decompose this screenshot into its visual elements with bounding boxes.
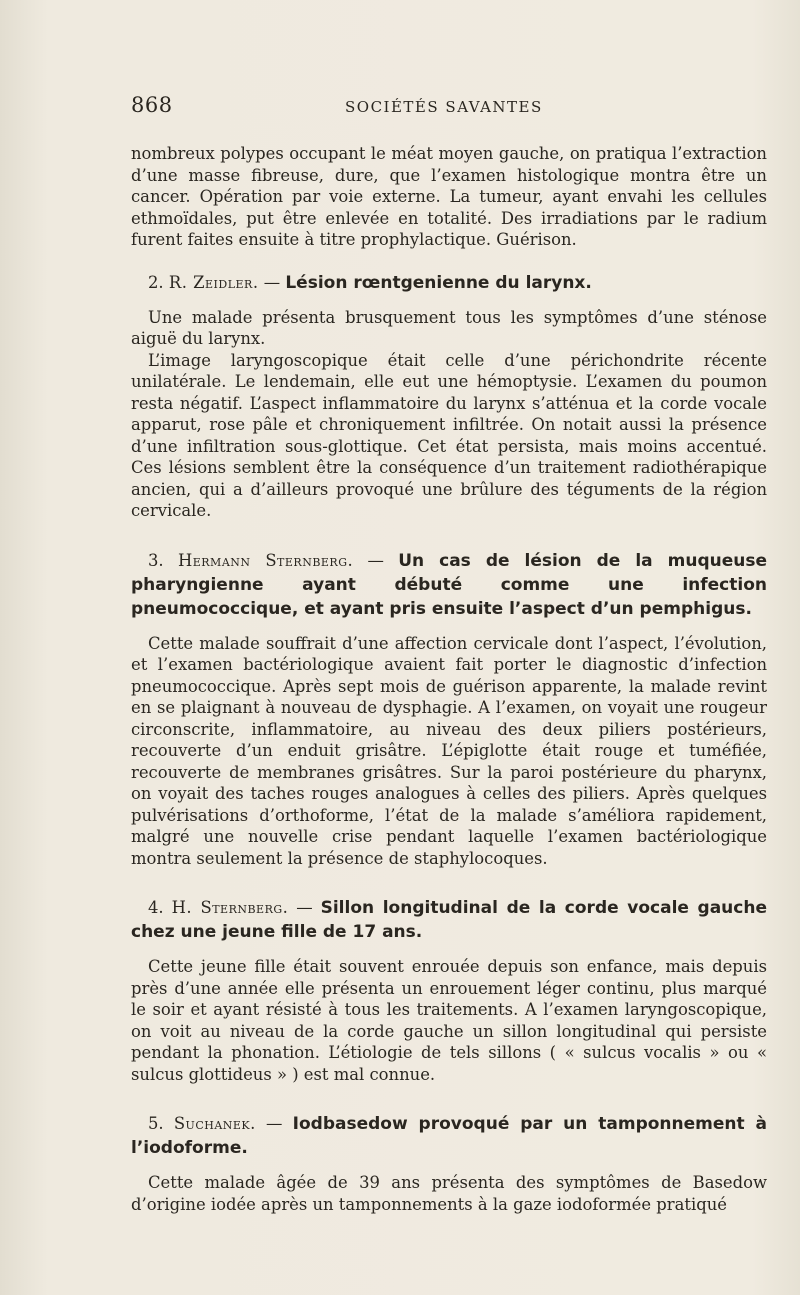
section-2 xyxy=(131,271,767,522)
section-4 xyxy=(131,896,767,1085)
section-3 xyxy=(131,549,767,870)
section-author: Hermann Sternberg. xyxy=(177,550,354,570)
section-paragraph: Une malade présenta brusquement tous les symptômes d’une sténose aiguë du larynx. xyxy=(131,307,767,348)
section-title: Lésion rœntgenienne du larynx. xyxy=(285,272,592,293)
section-paragraph: Cette jeune fille était souvent enrouée depuis son enfance, mais depuis près d’une année elle présenta un enrouement léger continu, plus marqué le soir et ayant résisté à tous les traitements. A l’examen laryngoscopique, on voit au niveau de la corde gauche un sillon longitudinal qui persiste pendant la phonation. L’étiologie de tels sillons ( « sulcus vocalis » ou « sulcus glottideus » ) est mal connue. xyxy=(131,957,767,1084)
heading-dash: — xyxy=(255,1114,293,1133)
page-body xyxy=(131,143,767,1215)
section-title: Un cas de lésion de la muqueuse pharyngienne ayant débuté comme une infection pneumococcique, et ayant pris ensuite l’aspect d’un pemphigus. xyxy=(131,550,768,619)
section-author: H. Sternberg. xyxy=(171,898,289,917)
intro-paragraph: nombreux polypes occupant le méat moyen gauche, on pratiqua l’extraction d’une masse fibreuse, dure, que l’examen histologique montra être un cancer. Opération par voie externe. La tumeur, ayant envahi les cellules ethmoïdales, put être enlevée en totalité. Des irradiations par le radium furent faites ensuite à titre prophylactique. Guérison. xyxy=(131,144,767,249)
section-number: 2. xyxy=(148,272,164,292)
heading-dash: — xyxy=(288,898,321,917)
section-heading xyxy=(131,271,767,295)
section-paragraph: Cette malade souffrait d’une affection cervicale dont l’aspect, l’évolution, et l’examen bactériologique avaient fait porter le diagnostic d’infection pneumococcique. Après sept mois de guérison apparente, la malade revint en se plaignant à nouveau de dysphagie. A l’examen, on voyait une rougeur circonscrite, inflammatoire, au niveau des deux piliers postérieurs, recouverte d’un enduit grisâtre. L’épiglotte était rouge et tuméfiée, recouverte de membranes grisâtres. Sur la paroi postérieure du pharynx, on voyait des taches rouges analogues à celles des piliers. Après quelques pulvérisations d’orthoforme, l’état de la malade s’améliora rapidement, malgré une nouvelle crise pendant laquelle l’examen bactériologique montra seulement la présence de staphylocoques. xyxy=(131,633,767,868)
section-paragraph: Cette malade âgée de 39 ans présenta des symptômes de Basedow d’origine iodée après un tamponnements à la gaze iodoformée pratiqué xyxy=(131,1173,767,1214)
section-number: 5. xyxy=(148,1114,164,1133)
heading-dash: — xyxy=(258,272,286,292)
section-title: Iodbasedow provoqué par un tamponnement à l’iodoforme. xyxy=(131,1114,767,1158)
page-header xyxy=(131,93,651,123)
section-number: 4. xyxy=(148,898,164,917)
section-author: R. Zeidler. xyxy=(168,272,259,292)
section-heading xyxy=(131,896,767,944)
section-number: 3. xyxy=(148,550,164,570)
section-heading xyxy=(131,549,767,621)
section-author: Suchanek. xyxy=(173,1114,256,1133)
page-number: 868 xyxy=(131,93,173,117)
section-title: Sillon longitudinal de la corde vocale gauche chez une jeune fille de 17 ans. xyxy=(131,898,767,942)
section-paragraph: L’image laryngoscopique était celle d’une périchondrite récente unilatérale. Le lendemain, elle eut une hémoptysie. L’examen du poumon resta négatif. L’aspect inflammatoire du larynx s’atténua et la corde vocale apparut, rose pâle et chroniquement infiltrée. On notait aussi la présence d’une infiltration sous-glottique. Cet état persista, mais moins accentué. Ces lésions semblent être la conséquence d’un traitement radiothérapique ancien, qui a d’ailleurs provoqué une brûlure des téguments de la région cervicale. xyxy=(131,350,767,520)
section-5 xyxy=(131,1112,767,1215)
heading-dash: — xyxy=(353,550,399,570)
running-title: SOCIÉTÉS SAVANTES xyxy=(345,98,543,116)
section-heading xyxy=(131,1112,767,1160)
